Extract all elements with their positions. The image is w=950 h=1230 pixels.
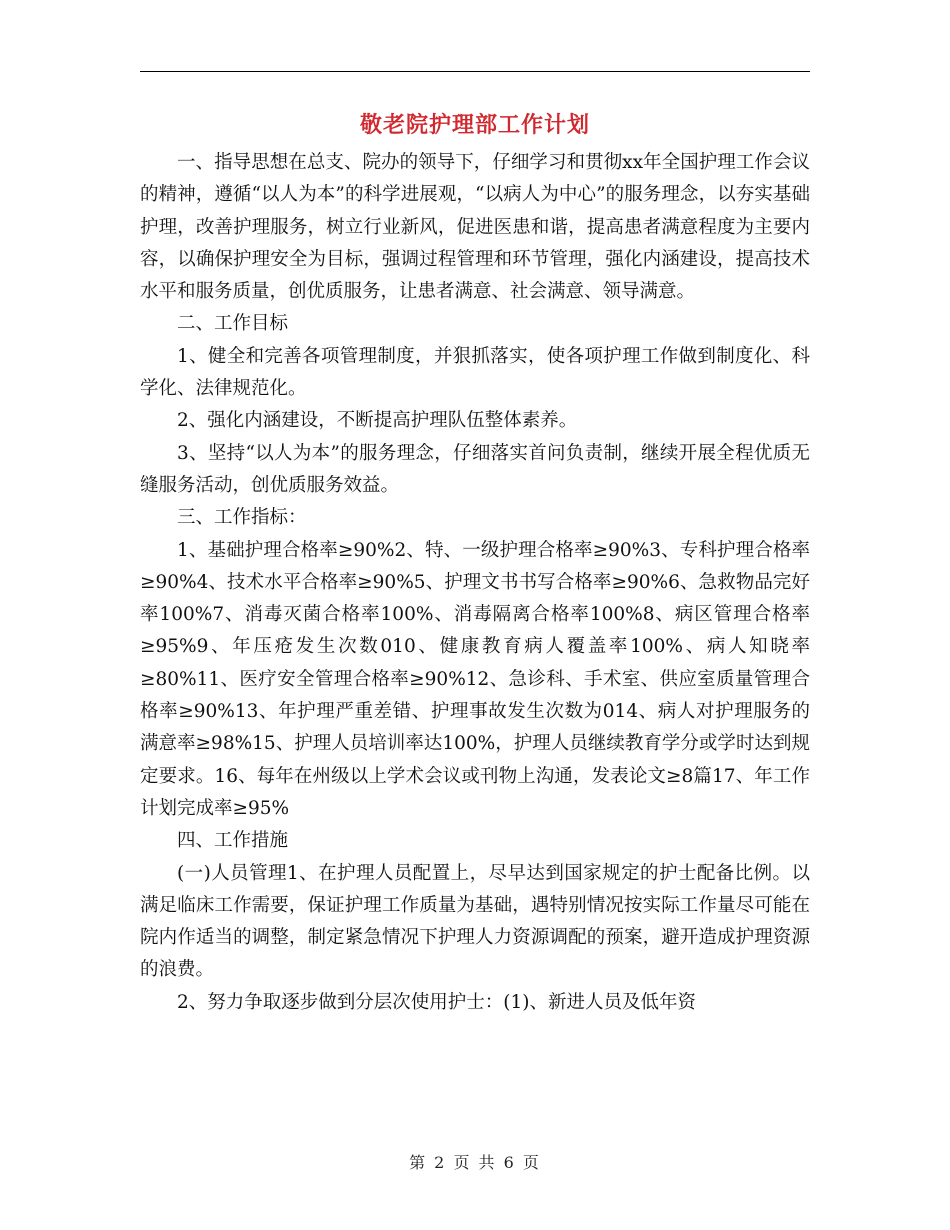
document-body (140, 147, 810, 1019)
document-title: 敬老院护理部工作计划 (359, 113, 590, 138)
header-rule (140, 71, 810, 72)
page-footer: 第 2 页 共 6 页 (409, 1153, 541, 1172)
heading-work-goals: 二、工作目标 (177, 313, 289, 335)
paragraph-goal-3: 3、坚持“以人为本”的服务理念，仔细落实首问负责制，继续开展全程优质无缝服务活动，创优质服务效益。 (140, 442, 810, 496)
paragraph-goal-1: 1、健全和完善各项管理制度，并狠抓落实，使各项护理工作做到制度化、科学化、法律规范化。 (140, 345, 810, 400)
paragraph-goal-2: 2、强化内涵建设，不断提高护理队伍整体素养。 (177, 410, 578, 432)
paragraph-guiding-ideology: 一、指导思想在总支、院办的领导下，仔细学习和贯彻xx年全国护理工作会议的精神，遵循“以人为本”的科学进展观，“以病人为中心”的服务理念，以夯实基础护理，改善护理服务，树立行业新风，促进医患和谐，提高患者满意程度为主要内容，以确保护理安全为目标，强调过程管理和环节管理，强化内涵建设，提高技术水平和服务质量，创优质服务，让患者满意、社会满意、领导满意。 (140, 152, 810, 303)
heading-work-indicators: 三、工作指标： (177, 507, 307, 529)
paragraph-tiered-nurses: 2、努力争取逐步做到分层次使用护士：(1)、新进人员及低年资 (177, 991, 696, 1013)
paragraph-indicators: 1、基础护理合格率≥90%2、特、一级护理合格率≥90%3、专科护理合格率≥90%4、技术水平合格率≥90%5、护理文书书写合格率≥90%6、急救物品完好率100%7、消毒灭菌合格率100%、消毒隔离合格率100%8、病区管理合格率≥95%9、年压疮发生次数010、健康教育病人覆盖率100%、病人知晓率≥80%11、医疗安全管理合格率≥90%12、急诊科、手术室、供应室质量管理合格率≥90%13、年护理严重差错、护理事故发生次数为014、病人对护理服务的满意率≥98%15、护理人员培训率达100%，护理人员继续教育学分或学时达到规定要求。16、每年在州级以上学术会议或刊物上沟通，发表论文≥8篇17、年工作计划完成率≥95% (140, 539, 810, 819)
heading-work-measures: 四、工作措施 (177, 830, 289, 852)
paragraph-staff-management: (一)人员管理1、在护理人员配置上，尽早达到国家规定的护士配备比例。以满足临床工作需要，保证护理工作质量为基础，遇特别情况按实际工作量尽可能在院内作适当的调整，制定紧急情况下护理人力资源调配的预案，避开造成护理资源的浪费。 (140, 862, 810, 981)
